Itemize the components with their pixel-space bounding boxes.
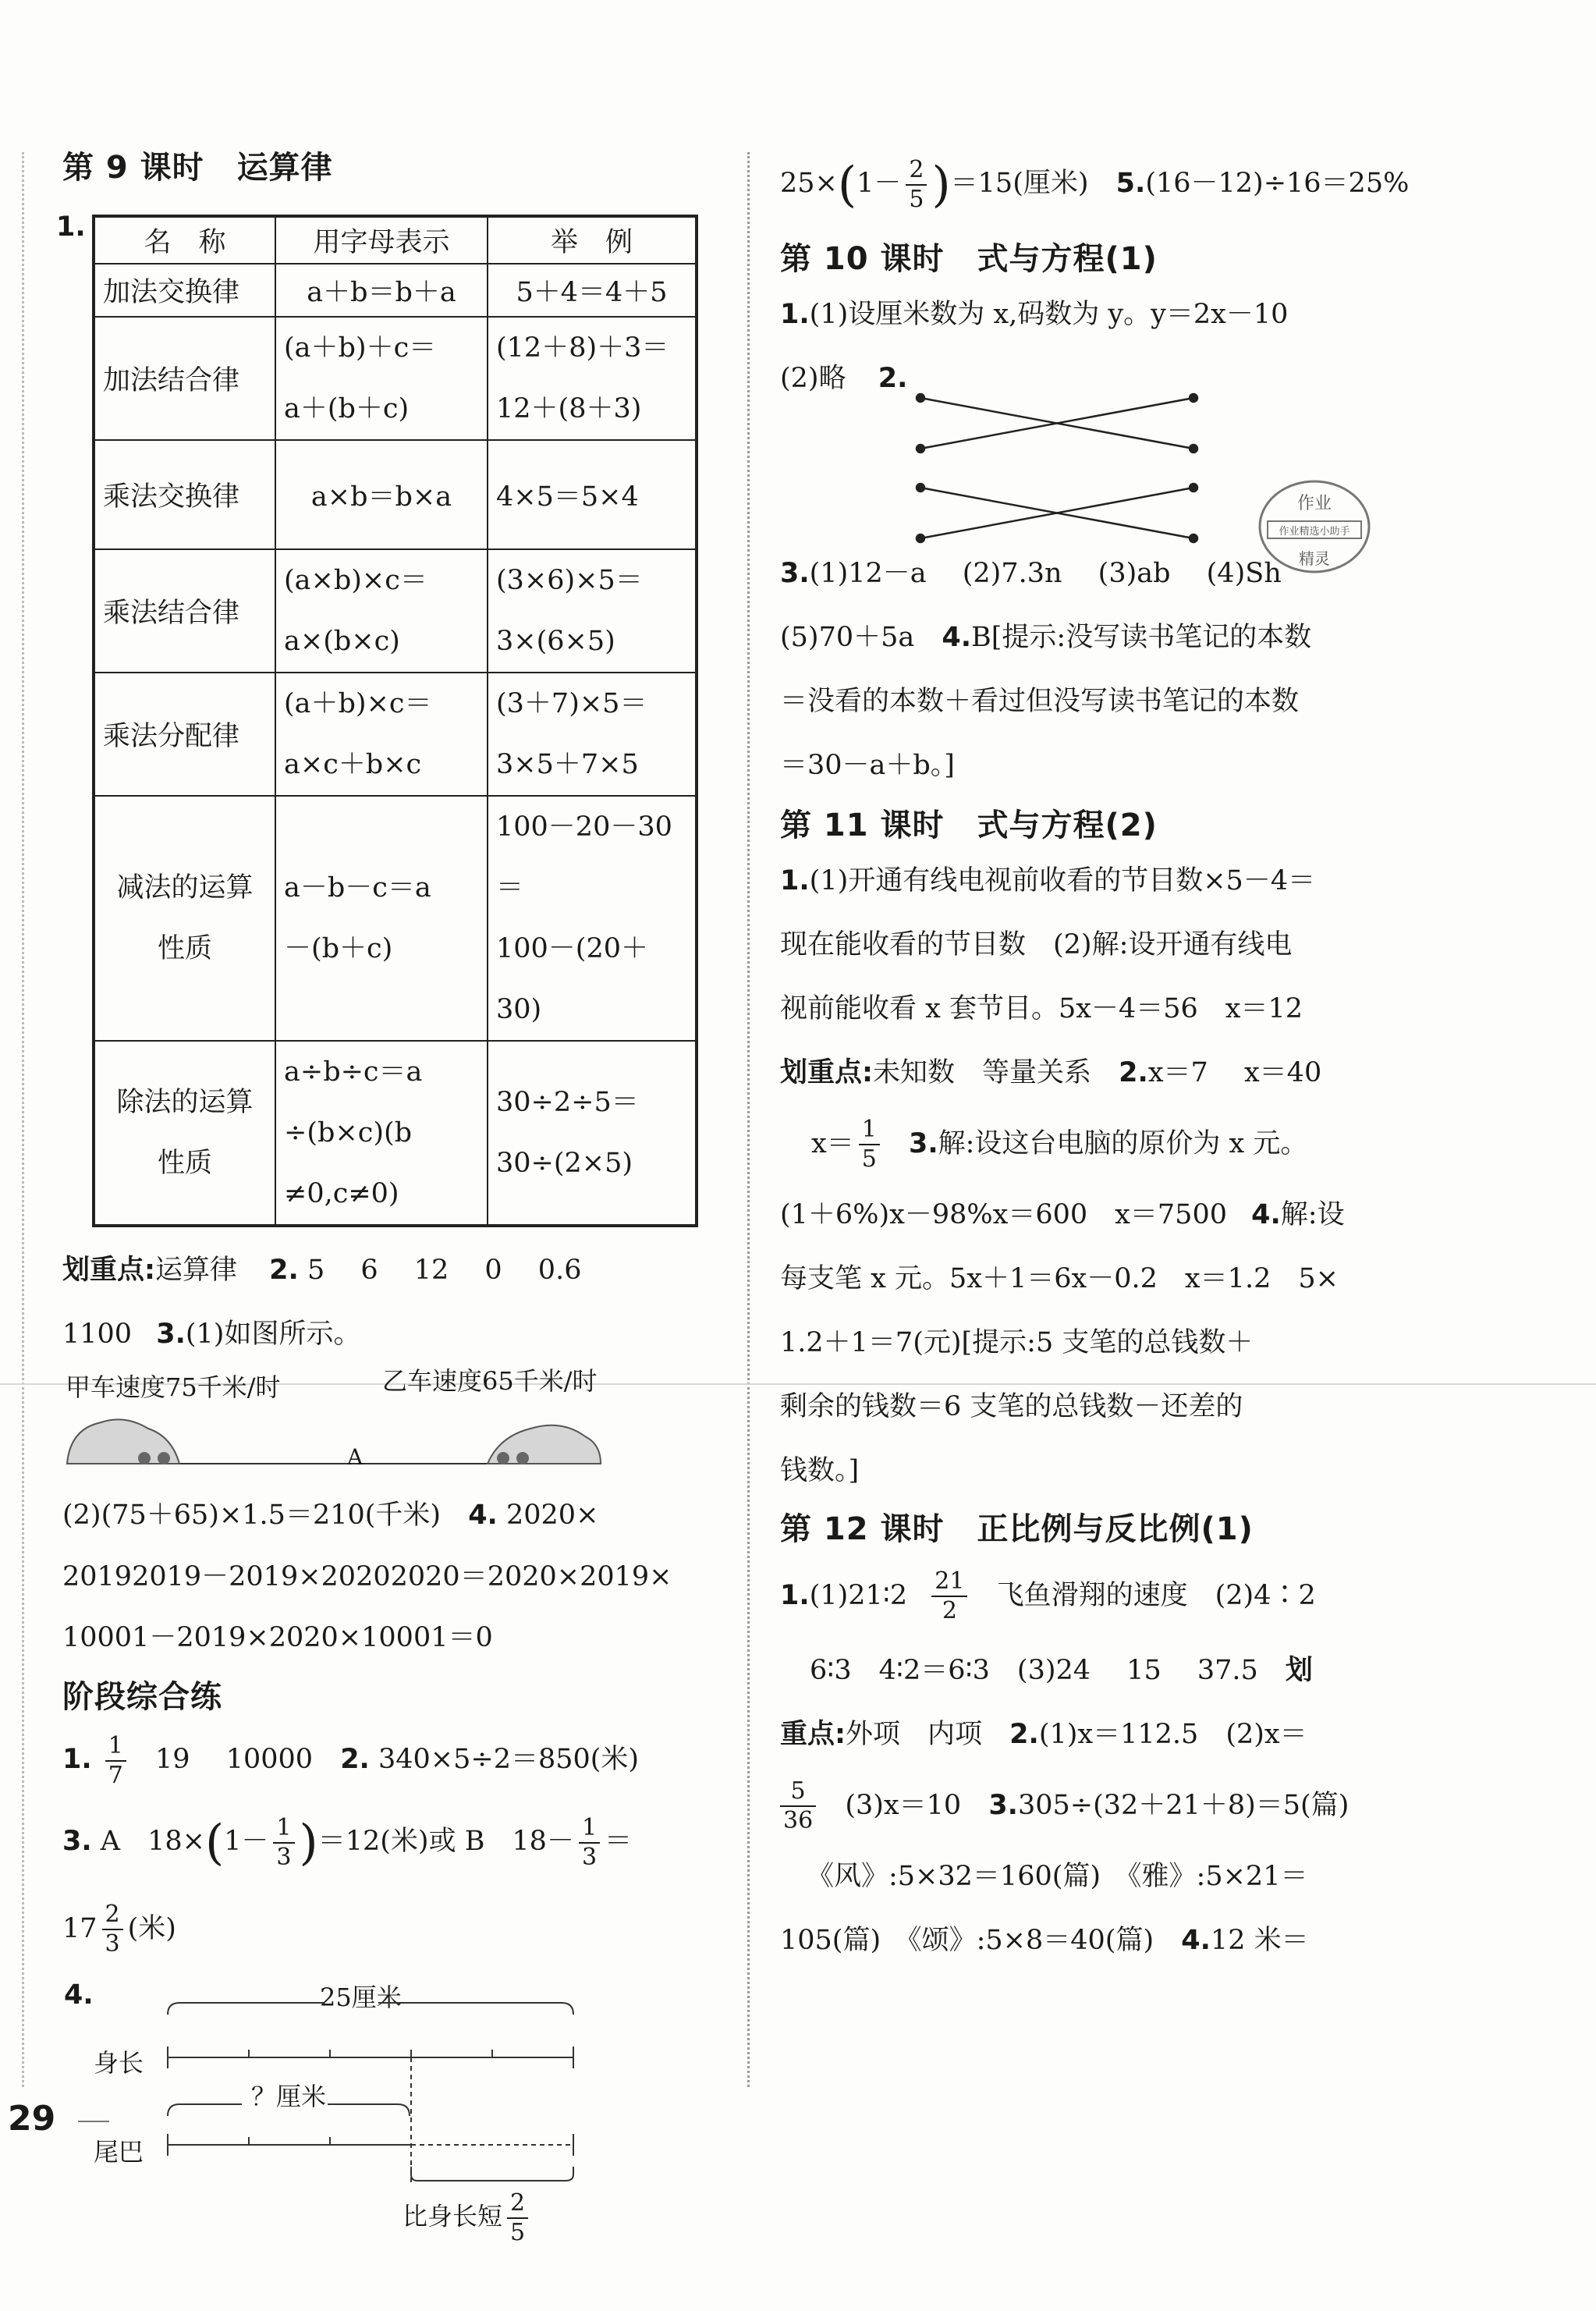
table-row bbox=[94, 264, 697, 317]
fraction: $\frac{1}{5}$ bbox=[859, 1118, 880, 1171]
car-b-icon bbox=[488, 1425, 601, 1464]
law-expression: (a＋b)＋c＝ a＋(b＋c) bbox=[275, 317, 488, 440]
answer-line: 视前能收看 x 套节目。5x－4＝56 x＝12 bbox=[780, 992, 1303, 1024]
stage-practice-title: 阶段综合练 bbox=[62, 1679, 222, 1715]
header-name: 名 称 bbox=[94, 216, 275, 264]
law-expression: a×b＝b×a bbox=[275, 440, 488, 549]
table-row bbox=[94, 1041, 697, 1226]
header-example: 举 例 bbox=[488, 216, 697, 264]
law-name: 乘法分配律 bbox=[94, 673, 275, 796]
law-expression: (a＋b)×c＝ a×c＋b×c bbox=[275, 673, 488, 796]
law-name: 加法结合律 bbox=[94, 317, 275, 440]
law-example: 100－20－30＝ 100－(20＋30) bbox=[488, 796, 697, 1041]
table-row bbox=[94, 673, 697, 796]
answer-line: 1100 3.(1)如图所示。 bbox=[62, 1319, 361, 1350]
answer-line: 钱数。] bbox=[780, 1454, 860, 1486]
law-example: (12＋8)＋3＝ 12＋(8＋3) bbox=[488, 317, 697, 440]
law-example: 30÷2÷5＝ 30÷(2×5) bbox=[488, 1041, 697, 1226]
table-row bbox=[94, 317, 697, 440]
answer-line: 每支笔 x 元。5x＋1＝6x－0.2 x＝1.2 5× bbox=[780, 1262, 1339, 1294]
midpoint-marker: A bbox=[347, 1444, 364, 1470]
answer-line: 3. A 18×(1－ $\frac{1}{3}$ )＝12(米)或 B 18－ $\frac{1}{3}$ ＝ bbox=[62, 1813, 633, 1871]
answer-line: 剩余的钱数＝6 支笔的总钱数－还差的 bbox=[780, 1390, 1243, 1422]
law-example: (3＋7)×5＝ 3×5＋7×5 bbox=[488, 673, 697, 796]
segment-diagram bbox=[62, 1979, 710, 2246]
segment-lines bbox=[62, 1979, 655, 2237]
matching-diagram bbox=[905, 382, 1232, 570]
lesson-10-title: 第 10 课时 式与方程(1) bbox=[780, 240, 1158, 277]
law-expression: a÷b÷c＝a ÷(b×c)(b ≠0,c≠0) bbox=[275, 1041, 488, 1226]
law-example: 5＋4＝4＋5 bbox=[488, 264, 697, 317]
answer-line: ＝30－a＋b。] bbox=[780, 749, 955, 781]
car-a-speed-label: 甲车速度75千米/时 bbox=[66, 1372, 281, 1402]
law-name: 除法的运算 性质 bbox=[94, 1041, 275, 1226]
answer-line: 10001－2019×2020×10001＝0 bbox=[62, 1622, 493, 1653]
stamp-text-top: 作业 bbox=[1296, 494, 1332, 513]
lesson-9-title: 第 9 课时 运算律 bbox=[62, 150, 333, 186]
q1-table-block bbox=[56, 211, 710, 1227]
left-margin-divider bbox=[22, 152, 24, 2087]
answer-line: $\frac{5}{36}$ (3)x＝10 3.305÷(32＋21＋8)＝5(篇) bbox=[780, 1766, 1435, 1844]
shorter-label: 比身长短 $\frac{2}{5}$ bbox=[403, 2192, 533, 2245]
table-header-row bbox=[94, 216, 697, 264]
answer-line: 1.(1)设厘米数为 x,码数为 y。y＝2x－10 bbox=[780, 298, 1289, 330]
law-name: 加法交换律 bbox=[94, 264, 275, 317]
law-example: 4×5＝5×4 bbox=[488, 440, 697, 549]
unknown-length-label: ？厘米 bbox=[251, 2081, 327, 2111]
operation-laws-table bbox=[92, 215, 698, 1227]
stamp-text-middle: 作业精选小助手 bbox=[1279, 526, 1350, 538]
table-row bbox=[94, 549, 697, 673]
lesson-11-title: 第 11 课时 式与方程(2) bbox=[780, 807, 1158, 843]
table-row bbox=[94, 796, 697, 1041]
answer-line: 1. $\frac{1}{7}$ 19 10000 2. 340×5÷2＝850(米) bbox=[62, 1731, 640, 1789]
page-number-rule bbox=[78, 2121, 109, 2122]
answer-line: 现在能收看的节目数 (2)解:设开通有线电 bbox=[780, 928, 1293, 960]
cars-diagram bbox=[62, 1366, 710, 1483]
answer-line: 6∶3 4∶2＝6∶3 (3)24 15 37.5 划 bbox=[810, 1654, 1313, 1686]
answer-line: (5)70＋5a 4.B[提示:没写读书笔记的本数 bbox=[780, 621, 1312, 653]
body-length-label: 身长 bbox=[94, 2047, 144, 2078]
answer-line: 3.(1)12－a (2)7.3n (3)ab (4)Sh bbox=[780, 557, 1282, 589]
answer-line: 划重点:运算律 2. 5 6 12 0 0.6 bbox=[62, 1255, 582, 1286]
answer-line: (2)(75＋65)×1.5＝210(千米) 4. 2020× bbox=[62, 1500, 599, 1531]
answer-line: 20192019－2019×20202020＝2020×2019× bbox=[62, 1561, 672, 1592]
law-expression: (a×b)×c＝ a×(b×c) bbox=[275, 549, 488, 673]
left-column bbox=[56, 144, 710, 2246]
fraction: $\frac{1}{7}$ bbox=[105, 1734, 126, 1787]
fraction: $\frac{1}{3}$ bbox=[579, 1816, 600, 1869]
lesson-12-title: 第 12 课时 正比例与反比例(1) bbox=[780, 1510, 1254, 1547]
car-b-speed-label: 乙车速度65千米/时 bbox=[382, 1366, 598, 1396]
table-row bbox=[94, 440, 697, 549]
answer-line: 划重点:未知数 等量关系 2.x＝7 x＝40 bbox=[780, 1056, 1322, 1088]
law-name: 减法的运算 性质 bbox=[94, 796, 275, 1041]
law-expression: a－b－c＝a －(b＋c) bbox=[275, 796, 488, 1041]
fraction: $\frac{5}{36}$ bbox=[780, 1780, 816, 1833]
answer-line: (1＋6%)x－98%x＝600 x＝7500 4.解:设 bbox=[780, 1198, 1345, 1230]
fraction: $\frac{2}{5}$ bbox=[507, 2192, 528, 2245]
answer-line: 1.2＋1＝7(元)[提示:5 支笔的总钱数＋ bbox=[780, 1326, 1254, 1358]
answer-line: x＝ $\frac{1}{5}$ 3.解:设这台电脑的原价为 x 元。 bbox=[811, 1116, 1308, 1173]
answer-line: 1.(1)开通有线电视前收看的节目数×5－4＝ bbox=[780, 864, 1316, 896]
tail-length-label: 尾巴 bbox=[94, 2136, 144, 2167]
stamp-text-bottom: 精灵 bbox=[1299, 549, 1330, 568]
law-example: (3×6)×5＝ 3×(6×5) bbox=[488, 549, 697, 673]
page-number: 29 bbox=[8, 2099, 56, 2139]
answer-line: ＝没看的本数＋看过但没写读书笔记的本数 bbox=[780, 685, 1300, 717]
fraction: $\frac{2}{5}$ bbox=[906, 158, 927, 211]
car-a-icon bbox=[67, 1419, 179, 1464]
column-divider bbox=[747, 152, 750, 2087]
fraction: $\frac{1}{3}$ bbox=[273, 1816, 294, 1869]
law-expression: a＋b＝b＋a bbox=[275, 264, 488, 317]
law-name: 乘法结合律 bbox=[94, 549, 275, 673]
law-name: 乘法交换律 bbox=[94, 440, 275, 549]
answer-line: 25×(1－ $\frac{2}{5}$ )＝15(厘米) 5.(16－12)÷16＝25% bbox=[780, 155, 1410, 213]
question-number: 4. bbox=[64, 1979, 94, 2011]
answer-line: (2)略 2. bbox=[780, 362, 908, 394]
fraction: $\frac{21}{2}$ bbox=[931, 1570, 967, 1623]
answer-line: 17 $\frac{2}{3}$ (米) bbox=[62, 1901, 176, 1958]
answer-line: 重点:外项 内项 2.(1)x＝112.5 (2)x＝ bbox=[780, 1718, 1307, 1750]
answer-line: 1.(1)21∶2 $\frac{21}{2}$ 飞鱼滑翔的速度 (2)4∶2 bbox=[780, 1567, 1316, 1624]
watermark-stamp bbox=[1252, 476, 1377, 577]
answer-line: 《风》:5×32＝160(篇) 《雅》:5×21＝ bbox=[807, 1860, 1308, 1892]
answer-line: 105(篇) 《颂》:5×8＝40(篇) 4.12 米＝ bbox=[780, 1924, 1309, 1956]
total-length-label: 25厘米 bbox=[320, 1982, 402, 2012]
question-number: 1. bbox=[56, 211, 86, 243]
header-expression: 用字母表示 bbox=[275, 216, 488, 264]
fraction: $\frac{2}{3}$ bbox=[102, 1903, 123, 1956]
